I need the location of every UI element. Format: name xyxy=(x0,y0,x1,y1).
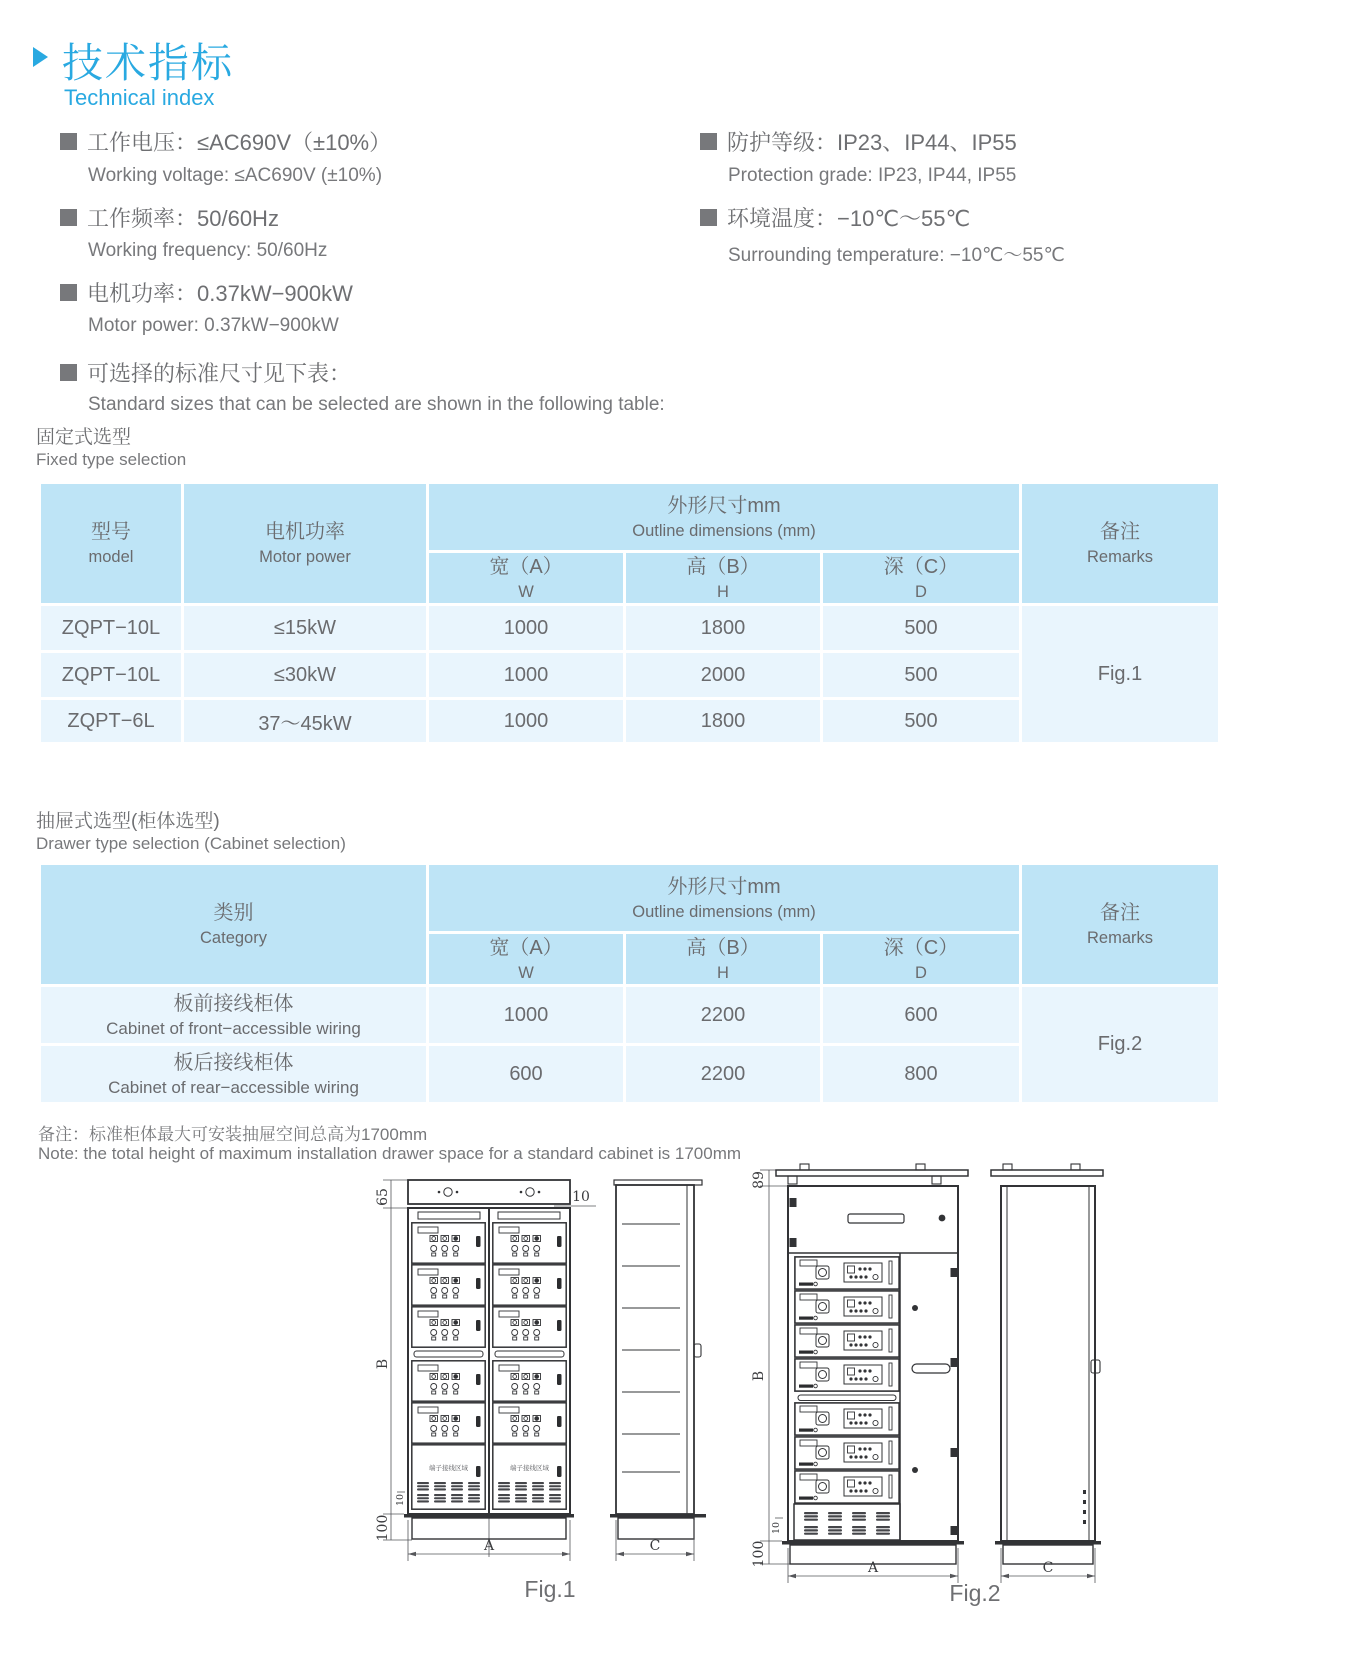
header-outline-dimensions: 外形尺寸mm Outline dimensions (mm) xyxy=(429,484,1019,550)
fig1-lifting-strip xyxy=(408,1180,570,1204)
terminal-compartment xyxy=(412,1445,485,1509)
cell-width: 1000 xyxy=(429,606,623,650)
cell-depth: 800 xyxy=(823,1046,1019,1102)
header-depth: 深（C） D xyxy=(823,553,1019,603)
spec-surrounding-temperature-en: Surrounding temperature: −10℃～55℃ xyxy=(728,245,1065,266)
drawer-unit xyxy=(412,1223,485,1263)
header-width: 宽（A） W xyxy=(429,553,623,603)
cell-category: 板前接线柜体 Cabinet of front−accessible wiring xyxy=(41,987,426,1043)
header-depth: 深（C） D xyxy=(823,934,1019,984)
fig2-front-drawing xyxy=(748,1108,993,1603)
note-cn: 备注：标准柜体最大可安装抽屉空间总高为1700mm xyxy=(38,1125,428,1144)
cell-width: 1000 xyxy=(429,653,623,697)
fig2-side-base-line xyxy=(995,1541,1101,1545)
table-row xyxy=(41,987,1218,1043)
terminal-compartment xyxy=(493,1445,566,1509)
top-panel-slot xyxy=(848,1214,904,1223)
square-bullet-icon xyxy=(60,284,77,301)
header-outline-dimensions: 外形尺寸mm Outline dimensions (mm) xyxy=(429,865,1019,931)
fig2-base-line xyxy=(782,1541,964,1545)
square-bullet-icon xyxy=(60,209,77,226)
header-height: 高（B） H xyxy=(626,553,820,603)
fig1-dim-width: A xyxy=(483,1538,495,1554)
section-arrow-icon xyxy=(33,47,48,67)
cell-power: ≤30kW xyxy=(184,653,426,697)
fig1-dim-top: 65 xyxy=(375,1188,391,1206)
spec-motor-power-en: Motor power: 0.37kW−900kW xyxy=(88,315,339,336)
cell-category: 板后接线柜体 Cabinet of rear−accessible wiring xyxy=(41,1046,426,1102)
drawer-unit xyxy=(412,1307,485,1347)
fixed-section-title-en: Fixed type selection xyxy=(36,450,187,469)
cell-power: ≤15kW xyxy=(184,606,426,650)
cell-height: 2200 xyxy=(626,987,820,1043)
drawer-unit xyxy=(493,1403,566,1443)
arrow-right-icon xyxy=(1087,1574,1095,1578)
cell-depth: 600 xyxy=(823,987,1019,1043)
vent-slots xyxy=(876,1526,890,1535)
fig1-dim-height: B xyxy=(375,1358,391,1370)
arrow-left-icon xyxy=(408,1552,416,1556)
square-bullet-icon xyxy=(60,133,77,150)
cell-height: 1800 xyxy=(626,606,820,650)
drawer-unit xyxy=(493,1223,566,1263)
spec-protection-grade-cn: 防护等级：IP23、IP44、IP55 xyxy=(700,126,1017,157)
header-motor-power: 电机功率 Motor power xyxy=(184,484,426,603)
header-height: 高（B） H xyxy=(626,934,820,984)
spec-standard-sizes-en: Standard sizes that can be selected are shown in the following table: xyxy=(88,394,665,415)
fig2-side-body xyxy=(991,1164,1103,1541)
fig2-side-drawing xyxy=(983,1108,1113,1603)
vent-slots xyxy=(828,1526,842,1535)
cell-depth: 500 xyxy=(823,606,1019,650)
square-bullet-icon xyxy=(60,364,77,381)
fig1-dim-top-right: 10 xyxy=(572,1189,590,1205)
cell-depth: 500 xyxy=(823,700,1019,742)
drawer-unit xyxy=(795,1471,899,1503)
spec-protection-grade-en: Protection grade: IP23, IP44, IP55 xyxy=(728,165,1017,186)
drawer-type-table xyxy=(38,862,1221,1105)
header-remarks: 备注 Remarks xyxy=(1022,865,1218,984)
arrow-right-icon xyxy=(686,1552,694,1556)
spec-surrounding-temperature-cn: 环境温度：−10℃～55℃ xyxy=(700,202,970,233)
terminal-area-label: 端子接线区域 xyxy=(510,1465,549,1472)
vent-slots xyxy=(852,1512,866,1521)
header-model: 型号 model xyxy=(41,484,181,603)
fig1-side-plinth xyxy=(618,1518,694,1539)
vent-slots xyxy=(876,1512,890,1521)
arrow-left-icon xyxy=(1001,1574,1009,1578)
drawer-unit xyxy=(412,1361,485,1401)
fig1-side-drawing xyxy=(606,1152,716,1572)
door-handle xyxy=(912,1364,950,1373)
page-title: 技术指标 xyxy=(62,40,234,86)
drawer-unit xyxy=(493,1361,566,1401)
arrow-right-icon xyxy=(950,1574,958,1578)
table-row xyxy=(41,606,1218,650)
spec-motor-power-cn: 电机功率：0.37kW−900kW xyxy=(60,277,353,308)
drawer-unit xyxy=(795,1359,899,1391)
drawer-unit xyxy=(493,1265,566,1305)
arrow-left-icon xyxy=(616,1552,624,1556)
fig2-dim-top: 89 xyxy=(751,1171,767,1189)
drawer-section-title-cn: 抽屉式选型(柜体选型) xyxy=(36,811,220,832)
vent-slots xyxy=(828,1512,842,1521)
fig2-caption: Fig.2 xyxy=(949,1580,1001,1606)
page-subtitle: Technical index xyxy=(64,85,215,110)
vent-slots xyxy=(804,1526,818,1535)
vent-slots xyxy=(852,1526,866,1535)
drawer-unit xyxy=(493,1307,566,1347)
header-remarks: 备注 Remarks xyxy=(1022,484,1218,603)
fixed-section-title-cn: 固定式选型 xyxy=(36,427,132,448)
cell-height: 2000 xyxy=(626,653,820,697)
cell-power: 37～45kW xyxy=(184,700,426,742)
fig2-dim-depth: C xyxy=(1042,1560,1054,1576)
fig2-dim-plinth: 100 xyxy=(751,1540,767,1568)
header-category: 类别 Category xyxy=(41,865,426,984)
drawer-unit xyxy=(795,1437,899,1469)
square-bullet-icon xyxy=(700,133,717,150)
cell-width: 1000 xyxy=(429,700,623,742)
square-bullet-icon xyxy=(700,209,717,226)
fig1-side-body xyxy=(614,1180,702,1514)
fig2-dim-small: 10 xyxy=(771,1521,782,1535)
spec-standard-sizes-cn: 可选择的标准尺寸见下表： xyxy=(60,357,351,388)
cell-remark: Fig.1 xyxy=(1022,606,1218,742)
cell-model: ZQPT−10L xyxy=(41,606,181,650)
cell-width: 600 xyxy=(429,1046,623,1102)
fig1-side-base-line xyxy=(610,1514,706,1518)
fig1-front-drawing xyxy=(374,1152,604,1572)
cell-height: 1800 xyxy=(626,700,820,742)
spec-working-frequency-cn: 工作频率：50/60Hz xyxy=(60,202,279,233)
drawer-unit xyxy=(795,1257,899,1289)
drawer-unit xyxy=(795,1291,899,1323)
fig1-lifting-dots xyxy=(438,1191,541,1194)
cell-model: ZQPT−6L xyxy=(41,700,181,742)
fig1-dim-depth: C xyxy=(649,1538,661,1554)
door-handle xyxy=(694,1344,701,1357)
cell-model: ZQPT−10L xyxy=(41,653,181,697)
drawer-unit xyxy=(795,1403,899,1435)
drawer-section-title-en: Drawer type selection (Cabinet selection) xyxy=(36,834,346,853)
vent-slots xyxy=(804,1512,818,1521)
fixed-type-table xyxy=(38,481,1221,745)
cell-remark: Fig.2 xyxy=(1022,987,1218,1102)
terminal-area-label: 端子接线区域 xyxy=(429,1465,468,1472)
drawer-unit xyxy=(412,1403,485,1443)
spec-working-voltage-cn: 工作电压：≤AC690V（±10%） xyxy=(60,126,391,157)
arrow-left-icon xyxy=(788,1574,796,1578)
cell-height: 2200 xyxy=(626,1046,820,1102)
fig1-dim-small: 10 xyxy=(395,1493,406,1507)
header-width: 宽（A） W xyxy=(429,934,623,984)
cell-width: 1000 xyxy=(429,987,623,1043)
spec-working-frequency-en: Working frequency: 50/60Hz xyxy=(88,240,328,261)
fig1-dim-plinth: 100 xyxy=(375,1514,391,1542)
fig2-side-vents xyxy=(1083,1490,1086,1524)
fig2-top-plate xyxy=(776,1164,968,1184)
fig2-dim-width: A xyxy=(867,1560,879,1576)
arrow-right-icon xyxy=(562,1552,570,1556)
fig2-dim-height: B xyxy=(751,1370,767,1382)
fig1-caption: Fig.1 xyxy=(524,1576,576,1602)
drawer-unit xyxy=(795,1325,899,1357)
fig1-base-line xyxy=(404,1514,574,1518)
cell-depth: 500 xyxy=(823,653,1019,697)
drawer-unit xyxy=(412,1265,485,1305)
note-en: Note: the total height of maximum installation drawer space for a standard cabinet is 1700mm xyxy=(38,1144,742,1163)
spec-working-voltage-en: Working voltage: ≤AC690V (±10%) xyxy=(88,165,383,186)
